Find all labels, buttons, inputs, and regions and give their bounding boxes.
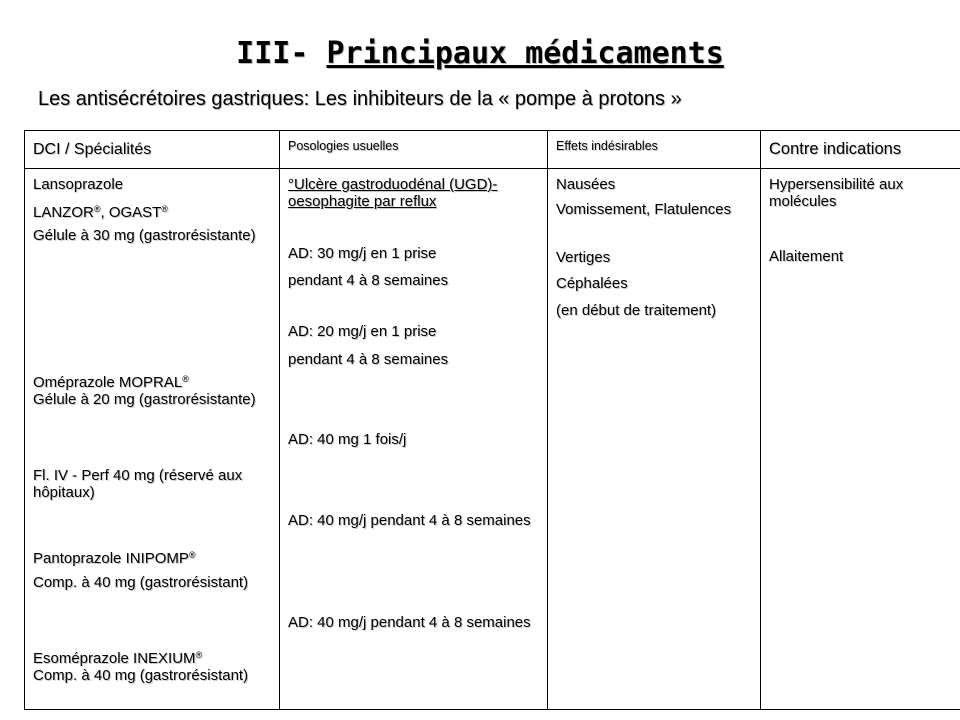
- effet-2: Vomissement, Flatulences: [556, 201, 732, 218]
- drug-table: [24, 130, 960, 710]
- effet-4: Céphalées: [556, 275, 628, 292]
- title-main: Principaux médicaments: [326, 36, 724, 71]
- drug2-name-text: Oméprazole MOPRAL: [33, 374, 183, 391]
- contre-indication-1: Hypersensibilité aux molécules: [769, 176, 904, 210]
- title-prefix: III-: [236, 36, 327, 71]
- reg-mark: ®: [182, 374, 189, 384]
- effet-5: (en début de traitement): [556, 302, 717, 319]
- drug2-name: [33, 371, 273, 408]
- drug1-form: Gélule à 30 mg (gastrorésistante): [33, 227, 256, 244]
- reg-mark: ®: [93, 204, 101, 214]
- header-posologies: Posologies usuelles: [280, 131, 548, 169]
- posologie-1-line2: pendant 4 à 8 semaines: [288, 272, 449, 289]
- posologie-2-line1: AD: 20 mg/j en 1 prise: [288, 323, 437, 340]
- cell-effets: [548, 169, 761, 710]
- drug3-name: [33, 547, 273, 567]
- drug1-brand-lanzor: LANZOR: [33, 204, 94, 221]
- drug3-name-text: Pantoprazole INIPOMP: [33, 550, 189, 567]
- drug2-iv: Fl. IV - Perf 40 mg (réservé aux hôpitaux): [33, 467, 243, 501]
- slide-subtitle: Les antisécrétoires gastriques: Les inhibiteurs de la « pompe à protons »: [38, 88, 682, 110]
- posologie-2-line2: pendant 4 à 8 semaines: [288, 351, 449, 368]
- drug1-brand-ogast: , OGAST: [100, 204, 162, 221]
- table-header-row: [25, 131, 960, 169]
- reg-mark: ®: [161, 204, 168, 214]
- drug2-form: Gélule à 20 mg (gastrorésistante): [33, 391, 256, 408]
- drug4-name-text: Esoméprazole INEXIUM: [33, 650, 196, 667]
- header-effets: Effets indésirables: [548, 131, 761, 169]
- posologie-4: AD: 40 mg/j pendant 4 à 8 semaines: [288, 512, 531, 529]
- table-body-row: [25, 169, 960, 710]
- posologie-3: AD: 40 mg 1 fois/j: [288, 431, 407, 448]
- cell-contre-indications: [761, 169, 960, 710]
- indication: °Ulcère gastroduodénal (UGD)- oesophagite par reflux: [288, 176, 498, 210]
- reg-mark: ®: [188, 550, 196, 560]
- drug4-name: [33, 647, 273, 684]
- drug1-brands: [33, 201, 273, 221]
- header-contre-indications: Contre indications: [761, 131, 960, 169]
- drug1-name: Lansoprazole: [33, 176, 124, 193]
- drug4-form: Comp. à 40 mg (gastrorésistant): [33, 667, 249, 684]
- reg-mark: ®: [195, 650, 203, 660]
- cell-dci: [25, 169, 280, 710]
- contre-indication-2: Allaitement: [769, 248, 844, 265]
- posologie-1-line1: AD: 30 mg/j en 1 prise: [288, 245, 437, 262]
- header-dci: DCI / Spécialités: [25, 131, 280, 169]
- effet-1: Nausées: [556, 176, 616, 193]
- slide-title: [0, 36, 960, 71]
- cell-posologies: [280, 169, 548, 710]
- posologie-5: AD: 40 mg/j pendant 4 à 8 semaines: [288, 614, 531, 631]
- drug3-form: Comp. à 40 mg (gastrorésistant): [33, 574, 249, 591]
- effet-3: Vertiges: [556, 249, 611, 266]
